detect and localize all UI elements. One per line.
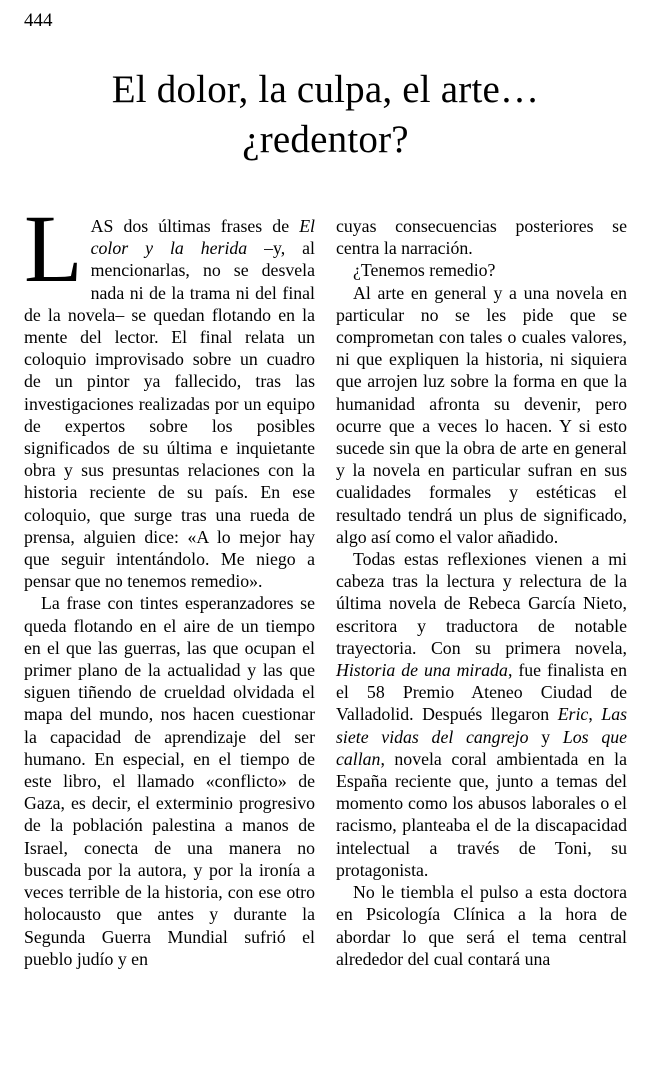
paragraph <box>24 195 315 592</box>
paragraph <box>336 282 627 548</box>
text-run: cuyas consecuencias posteriores se centra la narración. <box>336 216 627 259</box>
text-run: –y, al mencionarlas, no se desvela nada ni de la trama ni del final de la novela– se quedan flotando en la mente del lector. El final relata un coloquio improvisado sobre un cuadro de un pintor ya fallecido, tras las investigaciones realizadas por un equipo de expertos sobre los posibles significados de su última e inquietante obra y sus presuntas relaciones con la historia reciente de su país. En ese coloquio, que surge tras una rueda de prensa, alguien dice: «A lo mejor hay que seguir intentándolo. Me niego a pensar que no tenemos remedio». <box>24 238 315 592</box>
drop-cap: L <box>24 195 83 302</box>
italic-title-text: Las siete vidas del cangrejo <box>336 704 628 747</box>
paragraph <box>336 881 627 970</box>
italic-title-text: Historia de una mirada <box>336 660 508 681</box>
page-number: 444 <box>24 10 53 31</box>
title-line-2: ¿redentor? <box>242 118 409 161</box>
text-run: Todas estas reflexiones vienen a mi cabeza tras la lectura y relectura de la última novela de Rebeca García Nieto, escritora y traductora de notable trayectoria. Con su primera novela, <box>336 549 627 658</box>
italic-title-text: Los que callan <box>336 726 628 769</box>
text-run: ¿Tenemos remedio? <box>353 260 496 281</box>
title-line-1: El dolor, la culpa, el arte… <box>111 68 540 111</box>
text-run: y <box>528 726 563 747</box>
paragraph <box>336 215 627 259</box>
paragraph <box>24 592 315 969</box>
paragraph <box>336 259 627 281</box>
text-run: , <box>588 704 602 725</box>
text-run: No le tiembla el pulso a esta doctora en Psicología Clínica a la hora de abordar lo que será el tema central alrededor del cual contará una <box>336 882 627 969</box>
paragraph <box>336 548 627 881</box>
right-column <box>336 215 627 970</box>
article-body <box>24 195 628 970</box>
left-column <box>24 195 315 970</box>
text-run: , fue finalista en el 58 Premio Ateneo Ciudad de Valladolid. Después llegaron <box>336 660 627 725</box>
text-run: AS dos últimas frases de <box>90 216 300 236</box>
italic-title-text: Eric <box>557 704 589 725</box>
text-run: La frase con tintes esperanzadores se queda flotando en el aire de un tiempo en el que las guerras, las que ocupan el primer plano de la actualidad y las que siguen tiñendo de crueldad olvidada el mapa del mundo, nos hacen cuestionar la capacidad de aprendizaje del ser humano. En especial, en el tiempo de este libro, el llamado «conflicto» de Gaza, es decir, el exterminio progresivo de la población palestina a manos de Israel, conecta de una manera no buscada por la autora, y por la ironía a veces terrible de la historia, con ese otro holocausto que antes y durante la Segunda Guerra Mundial sufrió el pueblo judío y en <box>24 593 315 969</box>
italic-title-text: El color y la herida <box>90 216 315 259</box>
article-title <box>24 65 627 165</box>
text-run: Al arte en general y a una novela en particular no se les pide que se comprometan con tales o cuales valores, ni que expliquen la historia, ni siquiera que arrojen luz sobre la forma en que la humanidad afronta su devenir, pero ocurre que a veces lo hacen. Y si esto sucede sin que la obra de arte en general y la novela en particular sufran en sus cualidades formales y estéticas el resultado tendrá un plus de significado, algo así como el valor añadido. <box>336 282 627 547</box>
text-run: , novela coral ambientada en la España reciente que, junto a temas del momento como los abusos laborales o el racismo, planteaba el de la discapacidad intelectual a través de Toni, su protagonista. <box>336 748 627 880</box>
